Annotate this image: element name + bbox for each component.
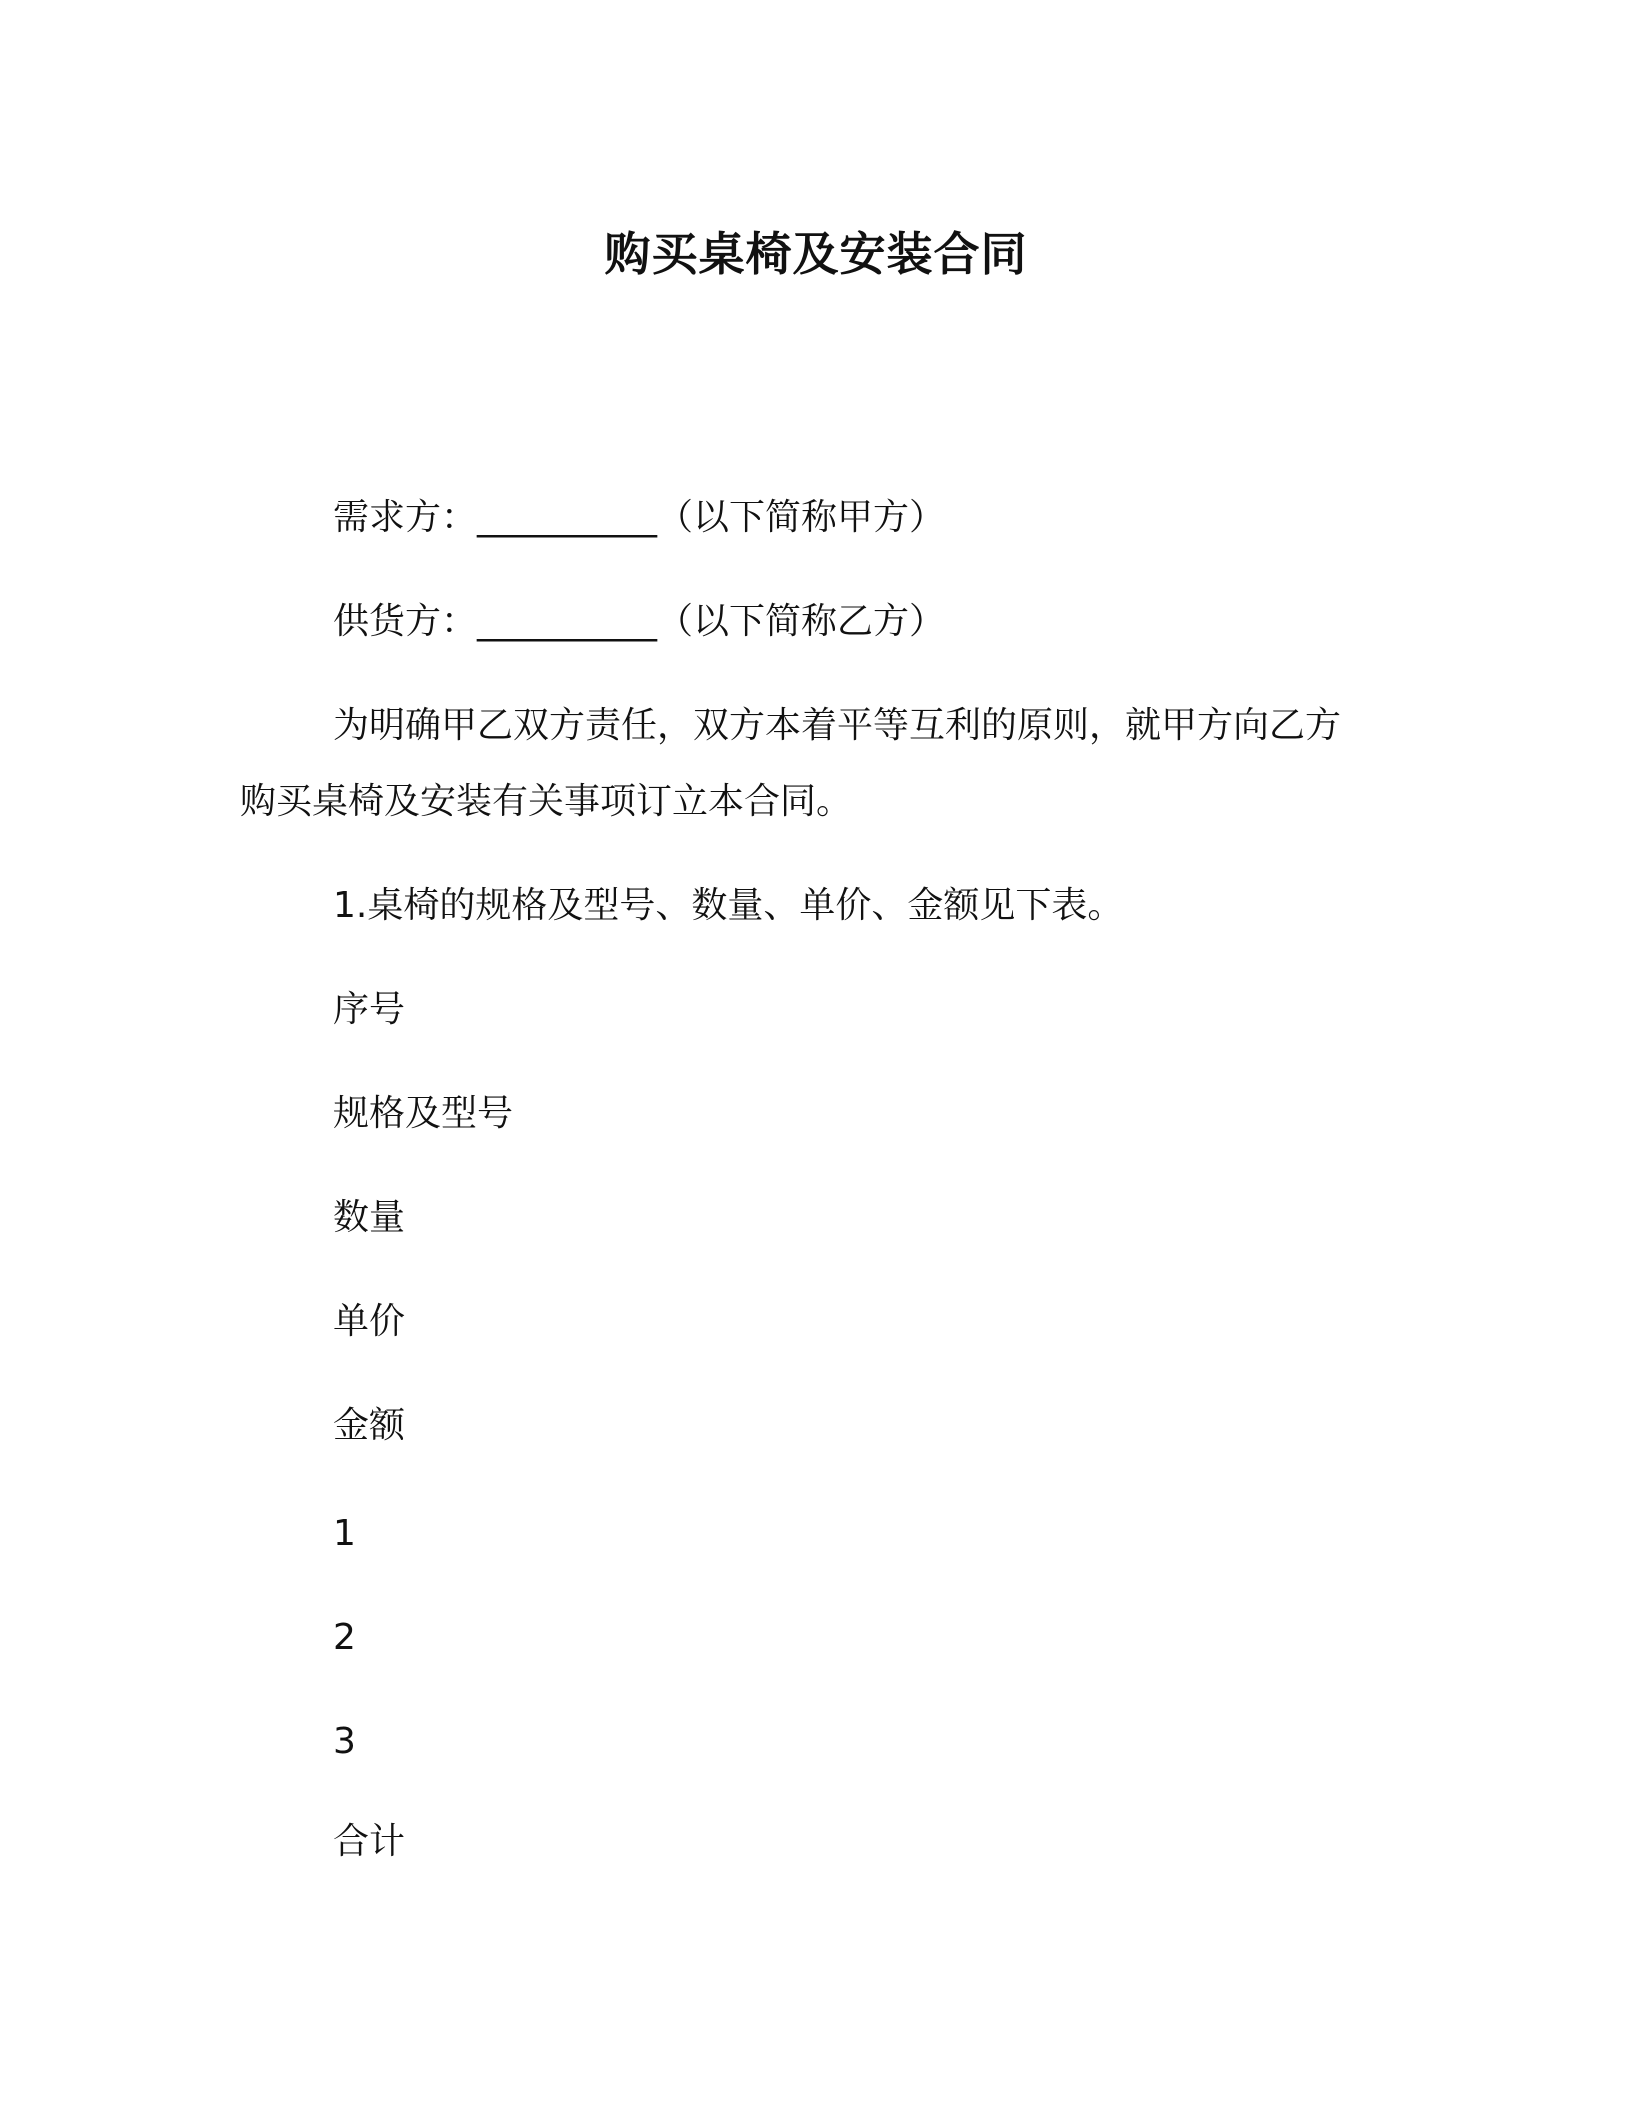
table-header-quantity: 数量 — [333, 1197, 406, 1238]
table-header-spec: 规格及型号 — [333, 1093, 514, 1134]
table-header-unit-price: 单价 — [333, 1301, 406, 1342]
preamble-line-2: 购买桌椅及安装有关事项订立本合同。 — [240, 781, 853, 822]
table-header-amount: 金额 — [333, 1405, 406, 1446]
table-header-index: 序号 — [333, 989, 406, 1030]
table-total: 合计 — [333, 1821, 406, 1862]
document-title: 购买桌椅及安装合同 — [604, 227, 1028, 281]
table-row-1: 1 — [333, 1513, 356, 1554]
preamble-line-1: 为明确甲乙双方责任，双方本着平等互利的原则，就甲方向乙方 — [333, 705, 1342, 746]
party-b-line: 供货方：__________（以下简称乙方） — [333, 601, 946, 642]
clause-1: 1.桌椅的规格及型号、数量、单价、金额见下表。 — [333, 885, 1124, 926]
party-a-line: 需求方：__________（以下简称甲方） — [333, 497, 946, 538]
table-row-2: 2 — [333, 1617, 356, 1658]
table-row-3: 3 — [333, 1721, 356, 1762]
